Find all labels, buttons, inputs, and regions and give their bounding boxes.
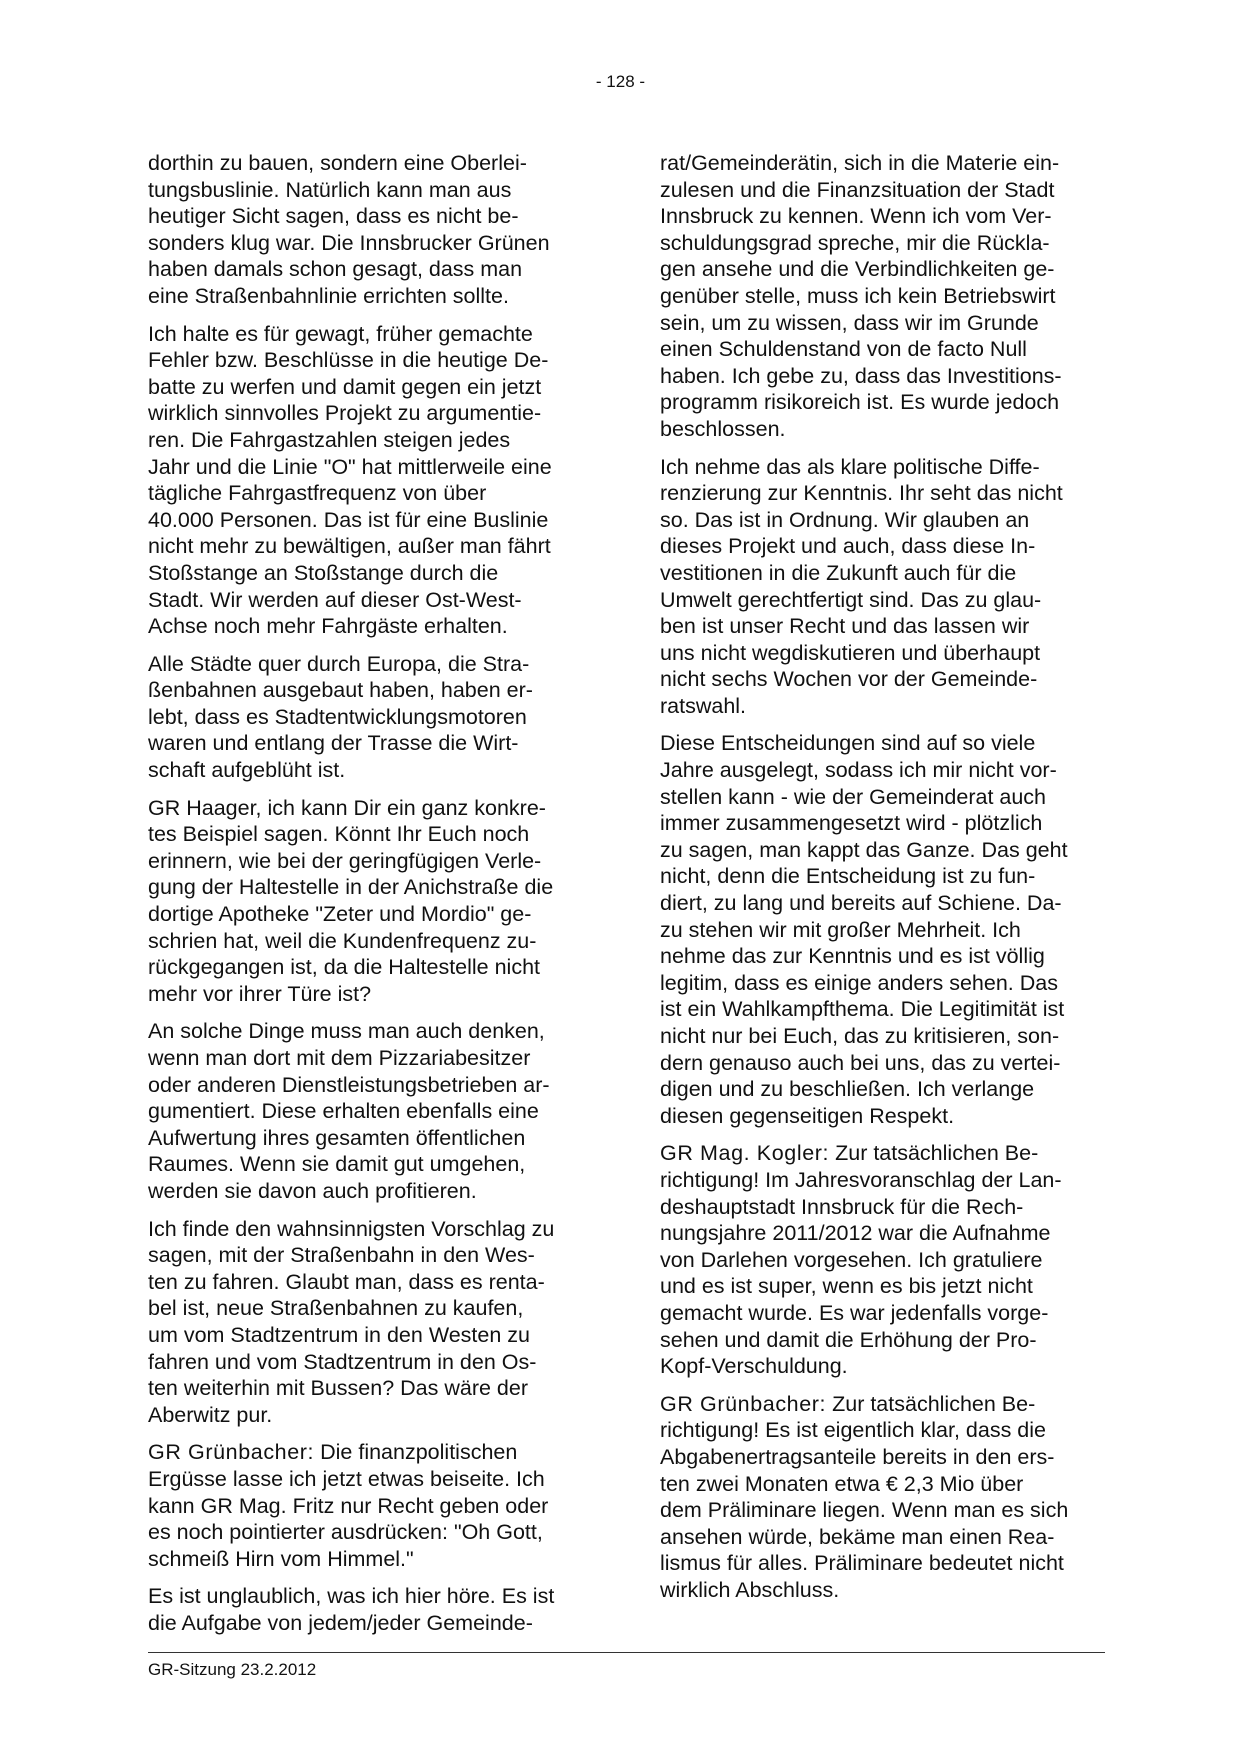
page-number: - 128 -: [595, 72, 646, 91]
paragraph: An solche Dinge muss man auch denken, wenn man dort mit dem Pizzariabesitzer oder anderen Dienstleistungsbetrieben ar- gumentiert. Diese erhalten ebenfalls eine Aufwertung ihres gesamten öffentlichen Raumes. Wenn sie damit gut umgehen, werden sie davon auch profitieren.: [148, 1019, 550, 1203]
right-column: [660, 150, 1105, 1614]
paragraph: rat/Gemeinderätin, sich in die Materie ein- zulesen und die Finanzsituation der Stadt Innsbruck zu kennen. Wenn ich vom Ver- schuldungsgrad spreche, mir die Rückla- gen ansehe und die Verbindlichkeiten ge- genüber stelle, muss ich kein Betriebswirt sein, um zu wissen, dass wir im Grunde einen Schuldenstand von de facto Null haben. Ich gebe zu, dass das Investitions- programm risikoreich ist. Es wurde jedoch beschlossen.: [660, 151, 1062, 441]
paragraph: Ich finde den wahnsinnigsten Vorschlag zu sagen, mit der Straßenbahn in den Wes- ten zu fahren. Glaubt man, dass es renta- bel ist, neue Straßenbahnen zu kaufen, um vom Stadtzentrum in den Westen zu fahren und vom Stadtzentrum in den Os- ten weiterhin mit Bussen? Das wäre der Aberwitz pur.: [148, 1216, 555, 1427]
paragraph: Es ist unglaublich, was ich hier höre. Es ist die Aufgabe von jedem/jeder Gemeinde-: [148, 1584, 555, 1635]
speaker-name: GR Grünbacher:: [660, 1391, 827, 1416]
paragraph: Ich nehme das als klare politische Diffe- renzierung zur Kenntnis. Ihr seht das nicht so. Das ist in Ordnung. Wir glauben an dieses Projekt und auch, dass diese In- vestitionen in die Zukunft auch für die Umwelt gerechtfertigt sind. Das zu glau- ben ist unser Recht und das lassen wir uns nicht wegdiskutieren und überhaupt nicht sechs Wochen vor der Gemeinde- ratswahl.: [660, 454, 1063, 718]
paragraph: dorthin zu bauen, sondern eine Oberlei- tungsbuslinie. Natürlich kann man aus heutiger Sicht sagen, dass es nicht be- sonders klug war. Die Innsbrucker Grünen haben damals schon gesagt, dass man eine Straßenbahnlinie errichten sollte.: [148, 151, 550, 308]
speech-paragraph: [660, 1391, 1105, 1604]
speech-text: Zur tatsächlichen Be- richtigung! Es ist eigentlich klar, dass die Abgabenertragsanteile bereits in den ers- ten zwei Monaten etwa € 2,3 Mio über dem Präliminare liegen. Wenn man es sich ansehen würde, bekäme man einen Rea- lismus für alles. Präliminare bedeutet nicht wirklich Abschluss.: [660, 1391, 1069, 1602]
speech-text: Zur tatsächlichen Be- richtigung! Im Jahresvoranschlag der Lan- deshauptstadt Innsbruck für die Rech- nungsjahre 2011/2012 war die Aufnahme von Darlehen vorgesehen. Ich gratuliere und es ist super, wenn es bis jetzt nicht gemacht wurde. Es war jedenfalls vorge- sehen und damit die Erhöhung der Pro- Kopf-Verschuldung.: [660, 1141, 1062, 1379]
speech-text: Die finanzpolitischen Ergüsse lasse ich jetzt etwas beiseite. Ich kann GR Mag. Fritz nur Recht geben oder es noch pointierter ausdrücken: "Oh Gott, schmeiß Hirn vom Himmel.": [148, 1440, 549, 1571]
paragraph: Alle Städte quer durch Europa, die Stra- ßenbahnen ausgebaut haben, haben er- lebt, dass es Stadtentwicklungsmotoren waren und entlang der Trasse die Wirt- schaft aufgeblüht ist.: [148, 651, 533, 783]
speaker-name: GR Mag. Kogler:: [660, 1141, 830, 1166]
speech-paragraph: [660, 1140, 1105, 1379]
paragraph: Diese Entscheidungen sind auf so viele Jahre ausgelegt, sodass ich mir nicht vor- stellen kann - wie der Gemeinderat auch immer zusammengesetzt wird - plötzlich zu sagen, man kappt das Ganze. Das geht nicht, denn die Entscheidung ist zu fun- diert, zu lang und bereits auf Schiene. Da- zu stehen wir mit großer Mehrheit. Ich nehme das zur Kenntnis und es ist völlig legitim, dass es einige anders sehen. Das ist ein Wahlkampfthema. Die Legitimität ist nicht nur bei Euch, das zu kritisieren, son- dern genauso auch bei uns, das zu vertei- digen und zu beschließen. Ich verlange diesen gegenseitigen Respekt.: [660, 731, 1068, 1128]
footer-divider: [148, 1652, 1105, 1653]
speech-paragraph: [148, 1439, 588, 1572]
paragraph: GR Haager, ich kann Dir ein ganz konkre- tes Beispiel sagen. Könnt Ihr Euch noch erinnern, wie bei der geringfügigen Verle- gung der Haltestelle in der Anichstraße die dortige Apotheke "Zeter und Mordio" ge- schrien hat, weil die Kundenfrequenz zu- rückgegangen ist, da die Haltestelle nicht mehr vor ihrer Türe ist?: [148, 795, 554, 1006]
speaker-name: GR Grünbacher:: [148, 1440, 315, 1465]
paragraph: Ich halte es für gewagt, früher gemachte Fehler bzw. Beschlüsse in die heutige De- batte zu werfen und damit gegen ein jetzt wirklich sinnvolles Projekt zu argumentie- ren. Die Fahrgastzahlen steigen jedes Jahr und die Linie "O" hat mittlerweile eine tägliche Fahrgastfrequenz von über 40.000 Personen. Das ist für eine Buslinie nicht mehr zu bewältigen, außer man fährt Stoßstange an Stoßstange durch die Stadt. Wir werden auf dieser Ost-West- Achse noch mehr Fahrgäste erhalten.: [148, 321, 552, 639]
footer-session-label: GR-Sitzung 23.2.2012: [148, 1660, 317, 1679]
left-column: [148, 150, 588, 1647]
